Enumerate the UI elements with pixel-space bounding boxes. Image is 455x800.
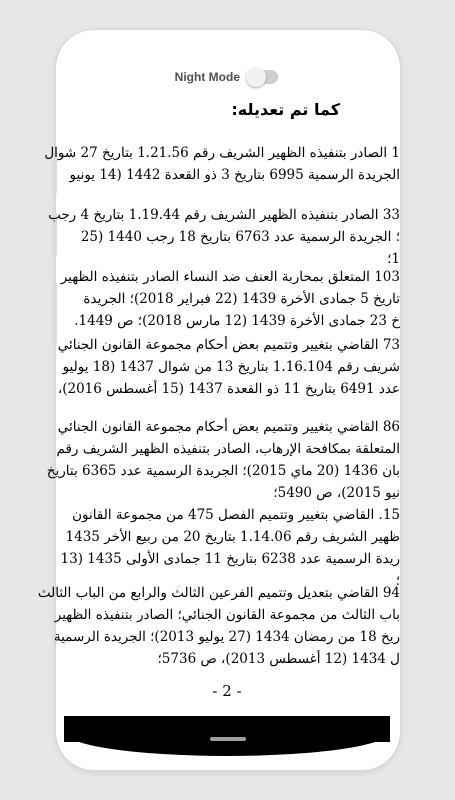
paragraph-line: ريدة الرسمية عدد 6238 بتاريخ 11 جمادى الأولى 1435 (13 <box>60 551 400 567</box>
night-mode-control[interactable] <box>175 70 278 84</box>
paragraph-line: خ 23 جمادى الأخرة 1439 (12 مارس 2018)؛ ص 1449. <box>74 313 400 329</box>
paragraph-line: باب الثالث من مجموعة القانون الجنائي؛ الصادر بتنفيذه الظهير <box>54 607 400 623</box>
paragraph-line: ريخ 18 من رمضان 1434 (27 يوليو 2013)؛ الجريدة الرسمية <box>53 629 400 645</box>
paragraph <box>14 334 400 400</box>
paragraph-line: المتعلقة بمكافحة الإرهاب، الصادر بتنفيذه الظهير الشريف رقم <box>56 441 400 457</box>
app-screen <box>37 66 400 742</box>
paragraph-line: 94 القاضي بتعديل وتتميم الفرعين الثالث والرابع من الباب الثالث <box>37 585 400 601</box>
paragraph-line: ؛ الجريدة الرسمية عدد 6763 بتاريخ 18 رجب 1440 (25 <box>80 229 400 245</box>
paragraph-line: ظهير الشريف رقم 1.14.06 بتاريخ 20 من ربيع الأخر 1435 <box>65 529 400 545</box>
paragraph-line: 1 الصادر بتنفيذه الظهير الشريف رقم 1.21.56 بتاريخ 27 شوال <box>44 145 400 161</box>
paragraph-line: الجريدة الرسمية 6995 بتاريخ 3 ذو القعدة 1442 (14 يونيو <box>69 167 400 183</box>
paragraph <box>14 204 400 270</box>
paragraph-line: 33 الصادر بتنفيذه الظهير الشريف رقم 1.19.44 بتاريخ 4 رجب <box>48 207 400 223</box>
paragraph-line: 15. القاضي بتغيير وتتميم الفصل 475 من مجموعة القانون <box>72 507 400 523</box>
page-heading: كما تم تعديله: <box>231 100 340 119</box>
paragraph <box>14 582 400 670</box>
page-number: - 2 - <box>212 682 242 700</box>
paragraph-line: تاريخ 5 جمادى الأخرة 1439 (22 فبراير 2018)؛ الجريدة <box>83 291 400 307</box>
night-mode-toggle[interactable] <box>248 70 278 84</box>
paragraph <box>14 142 400 186</box>
paragraph-line: 86 القاضي بتغيير وتتميم بعض أحكام مجموعة القانون الجنائي <box>57 419 400 435</box>
paragraph-line: 73 القاضي بتغيير وتتميم بعض أحكام مجموعة القانون الجنائي <box>57 337 400 353</box>
home-indicator <box>210 737 246 741</box>
paragraph <box>14 504 400 592</box>
paragraph <box>14 416 400 504</box>
paragraph-line: ل 1434 (12 أغسطس 2013)، ص 5736؛ <box>157 651 400 667</box>
paragraph-line: نيو 2015)، ص 5490؛ <box>273 485 400 501</box>
paragraph-line: 1؛ <box>387 251 400 267</box>
document-page <box>37 66 400 726</box>
night-mode-label: Night Mode <box>174 70 240 84</box>
toggle-knob[interactable] <box>246 67 266 87</box>
paragraph-line: 103 المتعلق بمحاربة العنف ضد النساء الصادر بتنفيذه الظهير <box>60 269 400 285</box>
paragraph-line: شريف رقم 1.16.104 بتاريخ 13 من شوال 1437 (18 يوليو <box>62 359 400 375</box>
paragraph-line: بان 1436 (20 ماي 2015)؛ الجريدة الرسمية عدد 6365 بتاريخ <box>46 463 400 479</box>
paragraph <box>14 266 400 332</box>
paragraph-line: ؛ <box>395 573 400 589</box>
paragraph-line: عدد 6491 بتاريخ 11 ذو القعدة 1437 (15 أغسطس 2016)، <box>57 381 400 397</box>
